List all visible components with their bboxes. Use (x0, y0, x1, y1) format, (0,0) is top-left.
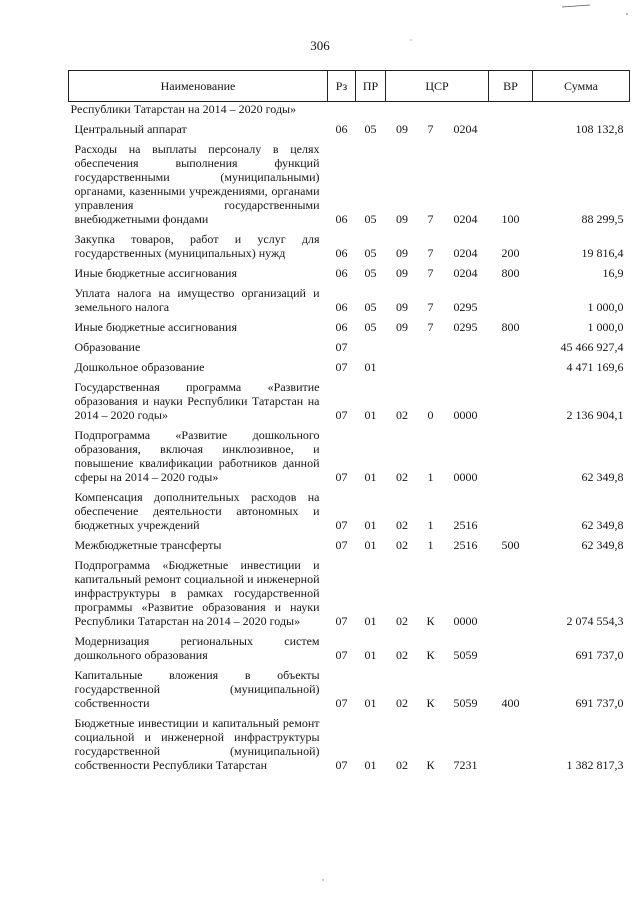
cell-rz: 06 (335, 266, 348, 280)
cell-csr-program: 09 (396, 246, 408, 260)
cell-csr-subprogram: 0 (427, 408, 434, 422)
cell-pr: 01 (364, 696, 377, 710)
cell-csr-code (443, 340, 489, 355)
cell-pr (356, 102, 386, 118)
cell-vr (489, 360, 533, 375)
header-csr: ЦСР (386, 71, 489, 102)
cell-name: Иные бюджетные ассигнования (74, 320, 237, 334)
cell-rz: 06 (335, 212, 348, 226)
cell-vr (489, 286, 533, 315)
cell-pr: 01 (364, 518, 377, 532)
cell-sum: 691 737,0 (575, 696, 624, 710)
cell-pr: 05 (364, 212, 377, 226)
cell-vr: 200 (501, 246, 520, 260)
table-row (69, 380, 630, 423)
cell-rz: 07 (335, 696, 348, 710)
cell-vr: 100 (501, 212, 520, 226)
cell-csr-program: 02 (396, 408, 408, 422)
cell-name: Дошкольное образование (74, 360, 205, 374)
cell-csr-subprogram: 1 (427, 538, 434, 552)
table-row (69, 122, 630, 137)
cell-csr-subprogram: К (426, 758, 435, 772)
cell-csr-program (386, 340, 419, 355)
table-row (69, 428, 630, 485)
cell-csr-subprogram (419, 360, 443, 375)
cell-sum: 2 136 904,1 (566, 408, 624, 422)
budget-table (68, 70, 629, 773)
cell-pr: 01 (364, 408, 377, 422)
cell-csr-code: 5059 (453, 648, 478, 662)
cell-vr (489, 634, 533, 663)
cell-csr-program (386, 360, 419, 375)
cell-rz: 06 (335, 246, 348, 260)
cell-pr: 05 (364, 122, 377, 136)
cell-csr-code: 0204 (453, 246, 478, 260)
cell-vr: 500 (501, 538, 520, 552)
header-name: Наименование (69, 71, 328, 102)
cell-name: Бюджетные инвестиции и капитальный ремонт социальной и инженерной инфраструктуры государственной (муниципальной) собственности Республики Татарстан (74, 716, 320, 772)
cell-csr-code: 0000 (453, 470, 478, 484)
cell-csr-subprogram: 7 (427, 246, 434, 260)
cell-csr-program: 02 (396, 614, 408, 628)
cell-vr (489, 102, 533, 118)
table-row (69, 634, 630, 663)
table-row (69, 286, 630, 315)
cell-rz: 07 (335, 340, 348, 354)
cell-pr: 05 (364, 320, 377, 334)
cell-rz: 06 (335, 122, 348, 136)
cell-csr-program: 09 (396, 320, 408, 334)
cell-vr (489, 122, 533, 137)
header-rz: Рз (328, 71, 356, 102)
cell-vr: 400 (501, 696, 520, 710)
cell-name: Компенсация дополнительных расходов на обеспечение деятельности автономных и бюджетных учреждений (74, 490, 320, 532)
cell-pr: 01 (364, 614, 377, 628)
table-row (69, 266, 630, 281)
cell-name: Закупка товаров, работ и услуг для государственных (муниципальных) нужд (74, 232, 320, 260)
cell-sum: 16,9 (602, 266, 624, 280)
table-header (69, 71, 630, 102)
cell-name: Республики Татарстан на 2014 – 2020 годы» (69, 102, 328, 118)
cell-name: Межбюджетные трансферты (74, 538, 222, 552)
cell-csr-subprogram: 1 (427, 470, 434, 484)
cell-sum (533, 102, 630, 118)
cell-sum: 62 349,8 (581, 518, 624, 532)
header-sum: Сумма (533, 71, 630, 102)
cell-csr-subprogram: 7 (427, 122, 434, 136)
cell-csr-code: 0000 (453, 408, 478, 422)
cell-csr-subprogram: К (426, 614, 435, 628)
cell-rz: 07 (335, 470, 348, 484)
cell-sum: 88 299,5 (581, 212, 624, 226)
cell-vr: 800 (501, 266, 520, 280)
cell-csr-code: 0295 (453, 320, 478, 334)
cell-name: Подпрограмма «Развитие дошкольного образования, включая инклюзивное, и повышение квалификации работников данной сферы на 2014 – 2020 годы» (74, 428, 320, 484)
cell-csr-code (443, 102, 489, 118)
cell-sum: 62 349,8 (581, 470, 624, 484)
cell-csr-code: 0204 (453, 212, 478, 226)
cell-sum: 1 000,0 (587, 320, 624, 334)
cell-csr-subprogram: 7 (427, 300, 434, 314)
cell-name: Уплата налога на имущество организаций и земельного налога (74, 286, 320, 314)
cell-csr-program: 02 (396, 518, 408, 532)
cell-pr: 01 (364, 470, 377, 484)
header-vr: ВР (489, 71, 533, 102)
page-number: 306 (310, 38, 330, 53)
cell-csr-subprogram: 7 (427, 266, 434, 280)
cell-csr-program: 02 (396, 538, 408, 552)
cell-pr: 05 (364, 246, 377, 260)
cell-pr (356, 340, 386, 355)
cell-vr (489, 558, 533, 629)
table-row (69, 340, 630, 355)
cell-csr-program (386, 102, 419, 118)
cell-rz: 06 (335, 300, 348, 314)
cell-csr-code: 2516 (453, 518, 478, 532)
cell-rz: 07 (335, 614, 348, 628)
cell-csr-program: 09 (396, 266, 408, 280)
cell-csr-subprogram: К (426, 648, 435, 662)
table-row (69, 142, 630, 227)
cell-csr-program: 02 (396, 696, 408, 710)
cell-csr-code: 0204 (453, 122, 478, 136)
cell-csr-code (443, 360, 489, 375)
cell-pr: 01 (364, 758, 377, 772)
cell-sum: 108 132,8 (575, 122, 624, 136)
cell-sum: 62 349,8 (581, 538, 624, 552)
cell-rz: 07 (335, 538, 348, 552)
cell-vr (489, 428, 533, 485)
cell-csr-code: 0000 (453, 614, 478, 628)
cell-name: Подпрограмма «Бюджетные инвестиции и капитальный ремонт социальной и инженерной инфраструктуры в рамках государственной программы «Развитие образования и науки Республики Татарстан на 2014 – 2020 годы» (74, 558, 320, 628)
table-row (69, 360, 630, 375)
cell-csr-code: 5059 (453, 696, 478, 710)
table-row (69, 716, 630, 773)
cell-csr-program: 09 (396, 122, 408, 136)
cell-rz: 07 (335, 408, 348, 422)
cell-vr (489, 716, 533, 773)
cell-vr (489, 340, 533, 355)
cell-sum: 4 471 169,6 (566, 360, 624, 374)
cell-csr-program: 02 (396, 648, 408, 662)
table-row (69, 320, 630, 335)
cell-name: Модернизация региональных систем дошкольного образования (74, 634, 320, 662)
cell-pr: 01 (364, 648, 377, 662)
cell-pr: 05 (364, 300, 377, 314)
cell-pr: 05 (364, 266, 377, 280)
cell-pr: 01 (364, 360, 377, 374)
cell-sum: 19 816,4 (581, 246, 624, 260)
cell-vr (489, 490, 533, 533)
cell-rz: 07 (335, 360, 348, 374)
cell-name: Образование (74, 340, 141, 354)
cell-csr-subprogram: 1 (427, 518, 434, 532)
cell-csr-subprogram (419, 340, 443, 355)
table-body (69, 102, 630, 774)
cell-sum: 1 000,0 (587, 300, 624, 314)
cell-name: Центральный аппарат (74, 122, 187, 136)
cell-rz: 07 (335, 758, 348, 772)
table-row (69, 558, 630, 629)
cell-rz: 07 (335, 648, 348, 662)
cell-name: Капитальные вложения в объекты государственной (муниципальной) собственности (74, 668, 320, 710)
cell-rz: 07 (335, 518, 348, 532)
scan-speck (322, 879, 323, 880)
cell-csr-subprogram: 7 (427, 320, 434, 334)
cell-sum: 1 382 817,3 (566, 758, 624, 772)
cell-name: Иные бюджетные ассигнования (74, 266, 237, 280)
table-row (69, 668, 630, 711)
table-row (69, 232, 630, 261)
table-row (69, 490, 630, 533)
header-pr: ПР (356, 71, 386, 102)
cell-name: Расходы на выплаты персоналу в целях обеспечения выполнения функций государственными (муниципальными) органами, казенными учреждениями, органами управления государственными внебюджетными фондами (74, 142, 320, 226)
cell-csr-subprogram (419, 102, 443, 118)
cell-csr-program: 02 (396, 758, 408, 772)
cell-sum: 691 737,0 (575, 648, 624, 662)
cell-csr-subprogram: 7 (427, 212, 434, 226)
cell-csr-subprogram: К (426, 696, 435, 710)
cell-csr-code: 0204 (453, 266, 478, 280)
cell-csr-program: 02 (396, 470, 408, 484)
cell-csr-code: 7231 (453, 758, 478, 772)
cell-name: Государственная программа «Развитие образования и науки Республики Татарстан на 2014 – 2020 годы» (74, 380, 320, 422)
scan-speck (626, 13, 628, 15)
cell-pr: 01 (364, 538, 377, 552)
cell-sum: 45 466 927,4 (560, 340, 624, 354)
cell-csr-program: 09 (396, 212, 408, 226)
scan-speck (562, 5, 590, 7)
cell-vr (489, 380, 533, 423)
cell-csr-code: 0295 (453, 300, 478, 314)
cell-csr-program: 09 (396, 300, 408, 314)
table-row (69, 102, 630, 118)
cell-csr-code: 2516 (453, 538, 478, 552)
cell-vr: 800 (501, 320, 520, 334)
table-row (69, 538, 630, 553)
cell-sum: 2 074 554,3 (566, 614, 624, 628)
cell-rz: 06 (335, 320, 348, 334)
cell-rz (328, 102, 356, 118)
